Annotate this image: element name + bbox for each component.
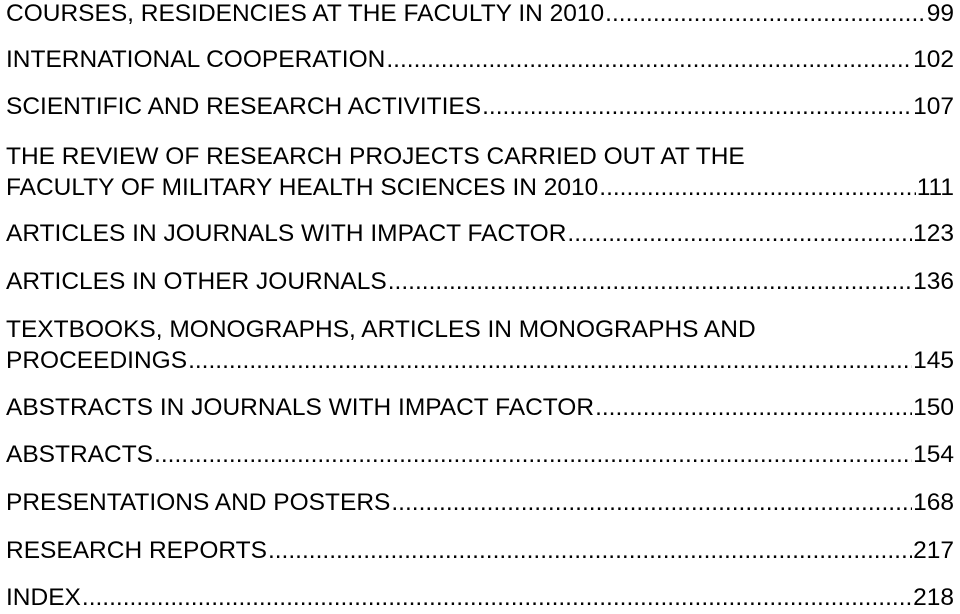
toc-page-number: 150	[913, 394, 954, 421]
toc-page-number: 111	[916, 174, 954, 201]
toc-page-number: 123	[913, 220, 954, 247]
toc-entry-title: ARTICLES IN OTHER JOURNALS	[6, 268, 387, 295]
toc-leader-dots	[599, 174, 915, 202]
toc-page-number: 168	[913, 489, 954, 516]
toc-entry[interactable]	[6, 0, 954, 28]
toc-leader-dots	[388, 268, 912, 296]
toc-page-number: 145	[913, 347, 954, 374]
toc-entry-title: ABSTRACTS IN JOURNALS WITH IMPACT FACTOR	[6, 394, 595, 421]
toc-entry-title: COURSES, RESIDENCIES AT THE FACULTY IN 2010	[6, 0, 605, 27]
toc-entry[interactable]	[6, 143, 954, 202]
toc-entry-title: ARTICLES IN JOURNALS WITH IMPACT FACTOR	[6, 220, 567, 247]
toc-entry[interactable]	[6, 441, 954, 469]
toc-leader-dots	[154, 441, 912, 469]
toc-leader-dots	[391, 489, 912, 517]
toc-entry[interactable]	[6, 220, 954, 248]
toc-entry[interactable]	[6, 394, 954, 422]
toc-entry[interactable]	[6, 584, 954, 612]
toc-leader-dots	[605, 0, 926, 28]
toc-entry-title: ABSTRACTS	[6, 441, 154, 468]
toc-entry-title: RESEARCH REPORTS	[6, 537, 267, 564]
toc-entry[interactable]	[6, 316, 954, 375]
toc-leader-dots	[188, 347, 912, 375]
toc-entry-title: INDEX	[6, 584, 81, 611]
toc-entry[interactable]	[6, 268, 954, 296]
toc-entry[interactable]	[6, 46, 954, 74]
toc-page-number: 107	[913, 93, 954, 120]
toc-entry-title-line1: TEXTBOOKS, MONOGRAPHS, ARTICLES IN MONOGRAPHS AND	[6, 316, 756, 343]
toc-leader-dots	[82, 584, 912, 612]
toc-page-number: 136	[913, 268, 954, 295]
toc-leader-dots	[482, 93, 912, 121]
toc-entry[interactable]	[6, 93, 954, 121]
toc-page-number: 217	[913, 537, 954, 564]
toc-entry-title: PROCEEDINGS	[6, 347, 188, 374]
toc-leader-dots	[386, 46, 912, 74]
toc-entry-title: PRESENTATIONS AND POSTERS	[6, 489, 391, 516]
toc-entry-title: INTERNATIONAL COOPERATION	[6, 46, 386, 73]
toc-leader-dots	[567, 220, 912, 248]
toc-entry-title-line1: THE REVIEW OF RESEARCH PROJECTS CARRIED OUT AT THE	[6, 143, 745, 170]
toc-entry-title: SCIENTIFIC AND RESEARCH ACTIVITIES	[6, 93, 482, 120]
toc-leader-dots	[595, 394, 912, 422]
toc-page-number: 218	[913, 584, 954, 611]
toc-entry-title: FACULTY OF MILITARY HEALTH SCIENCES IN 2010	[6, 174, 599, 201]
toc-page-number: 99	[926, 0, 954, 27]
toc-page-number: 154	[913, 441, 954, 468]
toc-leader-dots	[268, 537, 912, 565]
toc-entry[interactable]	[6, 537, 954, 565]
toc-page-number: 102	[913, 46, 954, 73]
toc-entry[interactable]	[6, 489, 954, 517]
